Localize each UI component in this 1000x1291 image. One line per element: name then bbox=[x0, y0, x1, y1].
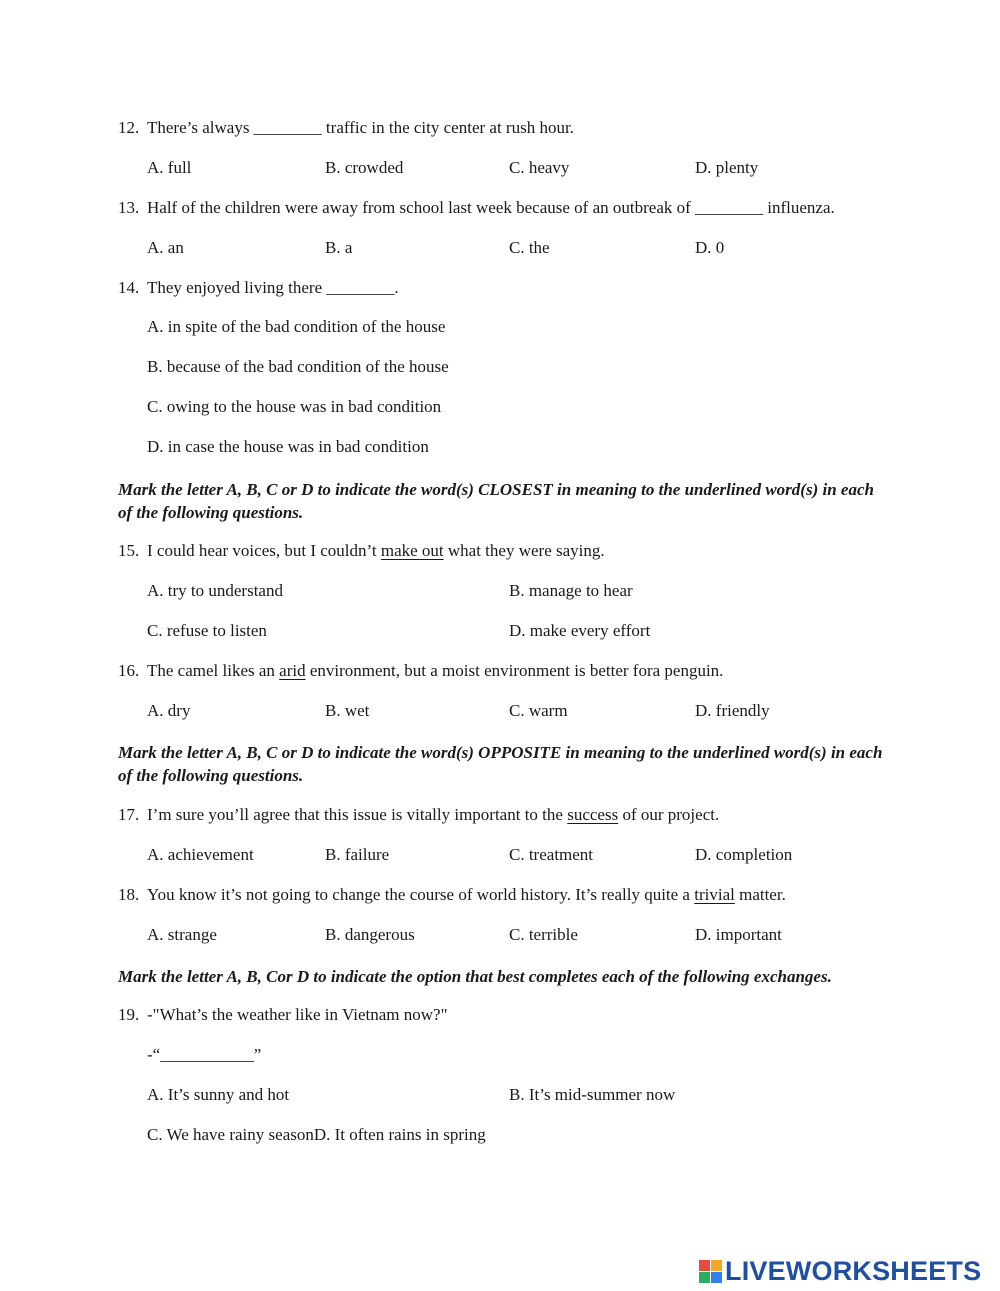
option-b[interactable]: B. manage to hear bbox=[509, 581, 633, 600]
question-text: -"What’s the weather like in Vietnam now?" bbox=[147, 1005, 448, 1024]
option-d[interactable]: D. make every effort bbox=[509, 621, 651, 640]
question-14: 14. They enjoyed living there ________. bbox=[118, 278, 399, 297]
question-text: There’s always ________ traffic in the city center at rush hour. bbox=[147, 118, 574, 137]
option-b[interactable]: B. failure bbox=[325, 845, 390, 864]
option-a[interactable]: A. It’s sunny and hot bbox=[147, 1085, 290, 1104]
option-a[interactable]: A. in spite of the bad condition of the house bbox=[147, 317, 446, 336]
instruction-exchanges: Mark the letter A, B, Cor D to indicate the option that best completes each of the following exchanges. bbox=[118, 967, 832, 986]
question-13: 13. Half of the children were away from school last week because of an outbreak of ________ influenza. bbox=[118, 198, 835, 217]
question-12: 12. There’s always ________ traffic in the city center at rush hour. bbox=[118, 118, 574, 137]
option-a[interactable]: A. try to understand bbox=[147, 581, 283, 600]
option-c[interactable]: C. the bbox=[509, 238, 550, 257]
option-a[interactable]: A. achievement bbox=[147, 845, 254, 864]
logo-text: LIVEWORKSHEETS bbox=[725, 1255, 982, 1286]
question-text: Half of the children were away from school last week because of an outbreak of ________ influenza. bbox=[147, 198, 835, 217]
question-15: 15. I could hear voices, but I couldn’t make out what they were saying. bbox=[118, 541, 605, 560]
underlined-word: make out bbox=[380, 541, 444, 560]
question-16: 16. The camel likes an arid environment, but a moist environment is better fora penguin. bbox=[118, 661, 724, 680]
option-d[interactable]: D. 0 bbox=[695, 238, 725, 257]
option-b[interactable]: B. wet bbox=[325, 701, 370, 720]
option-c[interactable]: C. owing to the house was in bad condition bbox=[147, 397, 442, 416]
option-c[interactable]: C. heavy bbox=[509, 158, 570, 177]
underlined-word: arid bbox=[279, 661, 306, 680]
option-c[interactable]: C. treatment bbox=[509, 845, 594, 864]
option-b[interactable]: B. a bbox=[325, 238, 353, 257]
logo-mark-icon bbox=[699, 1260, 722, 1283]
underlined-word: success bbox=[567, 805, 619, 824]
option-d[interactable]: D. in case the house was in bad condition bbox=[147, 437, 429, 456]
question-19: 19. -"What’s the weather like in Vietnam now?" bbox=[118, 1005, 448, 1024]
underlined-word: trivial bbox=[694, 885, 735, 904]
option-d[interactable]: D. important bbox=[695, 925, 782, 944]
question-17: 17. I’m sure you’ll agree that this issue is vitally important to the success of our project. bbox=[118, 805, 720, 824]
liveworksheets-logo[interactable] bbox=[699, 1256, 981, 1286]
option-a[interactable]: A. an bbox=[147, 238, 184, 257]
instruction-closest: Mark the letter A, B, C or D to indicate the word(s) CLOSEST in meaning to the underlined word(s) in each of the following questions. bbox=[118, 480, 874, 522]
option-c-d[interactable]: C. We have rainy seasonD. It often rains in spring bbox=[147, 1125, 486, 1144]
option-a[interactable]: A. strange bbox=[147, 925, 217, 944]
option-b[interactable]: B. crowded bbox=[325, 158, 404, 177]
option-d[interactable]: D. plenty bbox=[695, 158, 759, 177]
option-a[interactable]: A. dry bbox=[147, 701, 191, 720]
option-d[interactable]: D. friendly bbox=[695, 701, 770, 720]
instruction-opposite: Mark the letter A, B, C or D to indicate the word(s) OPPOSITE in meaning to the underlined word(s) in each of the following questions. bbox=[118, 743, 883, 785]
option-b[interactable]: B. It’s mid-summer now bbox=[509, 1085, 676, 1104]
question-18: 18. You know it’s not going to change the course of world history. It’s really quite a trivial matter. bbox=[118, 885, 786, 904]
option-c[interactable]: C. warm bbox=[509, 701, 568, 720]
option-c[interactable]: C. refuse to listen bbox=[147, 621, 267, 640]
option-c[interactable]: C. terrible bbox=[509, 925, 578, 944]
option-a[interactable]: A. full bbox=[147, 158, 192, 177]
question-text: They enjoyed living there ________. bbox=[147, 278, 399, 297]
reply-blank: -“___________” bbox=[147, 1045, 262, 1064]
option-b[interactable]: B. dangerous bbox=[325, 925, 415, 944]
option-d[interactable]: D. completion bbox=[695, 845, 793, 864]
option-b[interactable]: B. because of the bad condition of the house bbox=[147, 357, 449, 376]
